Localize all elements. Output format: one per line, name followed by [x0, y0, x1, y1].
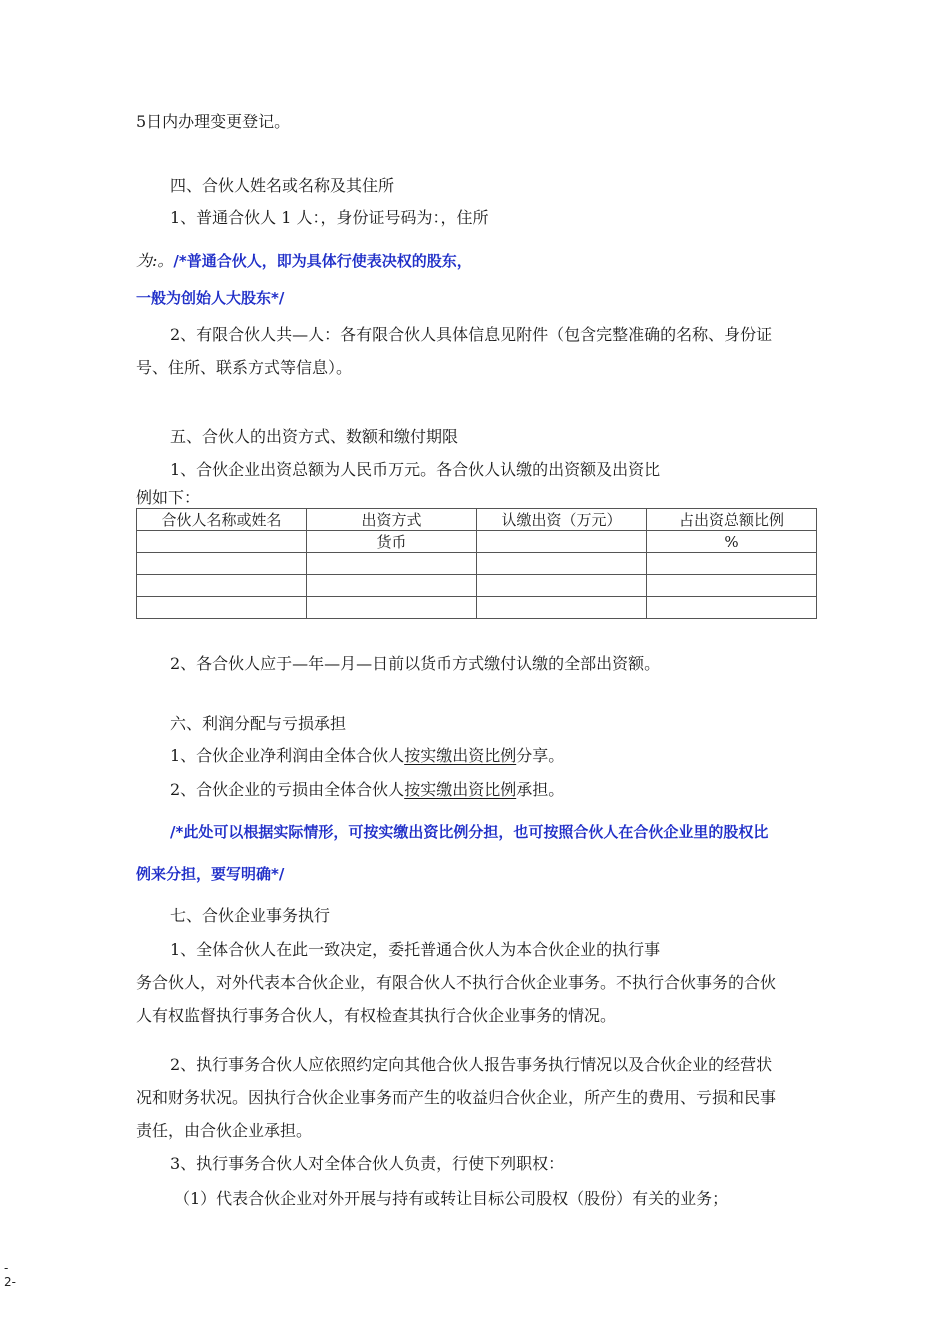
s6-loss-suffix: 承担。 [516, 780, 565, 799]
s7-p1-line-3: 人有权监督执行事务合伙人，有权检查其执行合伙企业事务的情况。 [136, 1006, 617, 1025]
s5-total-capital-line-2: 例如下： [136, 488, 201, 507]
table-cell [137, 575, 307, 597]
s6-profit-suffix: 分享。 [516, 746, 565, 765]
s4-general-partner: 1、普通合伙人 1 人：，身份证号码为：，住所 [170, 208, 489, 227]
table-header-cell: 占出资总额比例 [647, 509, 817, 531]
s4-note-line-2: 一般为创始人大股东*/ [136, 289, 285, 307]
table-cell: 货币 [307, 531, 477, 553]
table-row [137, 597, 817, 619]
table-cell [307, 597, 477, 619]
s6-loss-text: 2、合伙企业的亏损由全体合伙人 [170, 780, 405, 799]
s6-loss-ratio: 按实缴出资比例 [404, 780, 517, 799]
table-cell [307, 553, 477, 575]
s4-limited-partners-line-2: 号、住所、联系方式等信息）。 [136, 358, 353, 377]
s7-p2-line-3: 责任，由合伙企业承担。 [136, 1121, 313, 1140]
section-4-title: 四、合伙人姓名或名称及其住所 [170, 176, 395, 195]
s7-p2-line-2: 况和财务状况。因执行合伙企业事务而产生的收益归合伙企业，所产生的费用、亏损和民事 [136, 1088, 777, 1107]
s7-p3-item-1: （1）代表合伙企业对外开展与持有或转让目标公司股权（股份）有关的业务； [174, 1189, 729, 1208]
section-6-title: 六、利润分配与亏损承担 [170, 714, 347, 733]
table-cell [647, 575, 817, 597]
s5-payment-deadline: 2、各合伙人应于—年—月—日前以货币方式缴付认缴的全部出资额。 [170, 654, 661, 673]
s4-limited-partners-line-1: 2、有限合伙人共—人：各有限合伙人具体信息见附件（包含完整准确的名称、身份证 [170, 325, 773, 344]
table-cell [477, 531, 647, 553]
page-number: 2- [4, 1275, 16, 1289]
table-header-cell: 合伙人名称或姓名 [137, 509, 307, 531]
table-cell [137, 597, 307, 619]
table-row [137, 531, 817, 553]
s5-total-capital-line-1: 1、合伙企业出资总额为人民币万元。各合伙人认缴的出资额及出资比 [170, 460, 661, 479]
table-header-cell: 出资方式 [307, 509, 477, 531]
table-header-cell: 认缴出资（万元） [477, 509, 647, 531]
footer-dash: - [4, 1261, 9, 1275]
contribution-table [136, 508, 817, 619]
s4-general-partner-cont [136, 251, 472, 271]
table-cell [477, 553, 647, 575]
table-cell [137, 553, 307, 575]
table-row [137, 575, 817, 597]
s6-note-line-1: /*此处可以根据实际情形，可按实缴出资比例分担，也可按照合伙人在合伙企业里的股权比 [170, 823, 769, 841]
table-cell [477, 575, 647, 597]
s7-p2-line-1: 2、执行事务合伙人应依照约定向其他合伙人报告事务执行情况以及合伙企业的经营状 [170, 1055, 773, 1074]
table-cell [477, 597, 647, 619]
s6-profit-ratio: 按实缴出资比例 [404, 746, 517, 765]
s7-p3: 3、执行事务合伙人对全体合伙人负责，行使下列职权： [170, 1154, 565, 1173]
s6-note-line-2: 例来分担，要写明确*/ [136, 865, 285, 883]
table-cell [307, 575, 477, 597]
table-cell [647, 597, 817, 619]
table-row [137, 553, 817, 575]
table-cell: % [647, 531, 817, 553]
s4-address-label: 为:。 [136, 251, 174, 270]
section-5-title: 五、合伙人的出资方式、数额和缴付期限 [170, 427, 459, 446]
s6-profit-distribution [170, 746, 564, 766]
s4-note-line-1: /*普通合伙人，即为具体行使表决权的股东， [173, 252, 472, 270]
table-header-row [137, 509, 817, 531]
table-cell [647, 553, 817, 575]
s6-loss-bearing [170, 780, 564, 800]
paragraph-registration-change: 5日内办理变更登记。 [136, 112, 291, 131]
s7-p1-line-1: 1、全体合伙人在此一致决定，委托普通合伙人为本合伙企业的执行事 [170, 940, 661, 959]
section-7-title: 七、合伙企业事务执行 [170, 906, 331, 925]
s6-profit-text: 1、合伙企业净利润由全体合伙人 [170, 746, 405, 765]
s7-p1-line-2: 务合伙人，对外代表本合伙企业，有限合伙人不执行合伙企业事务。不执行合伙事务的合伙 [136, 973, 777, 992]
table-cell [137, 531, 307, 553]
